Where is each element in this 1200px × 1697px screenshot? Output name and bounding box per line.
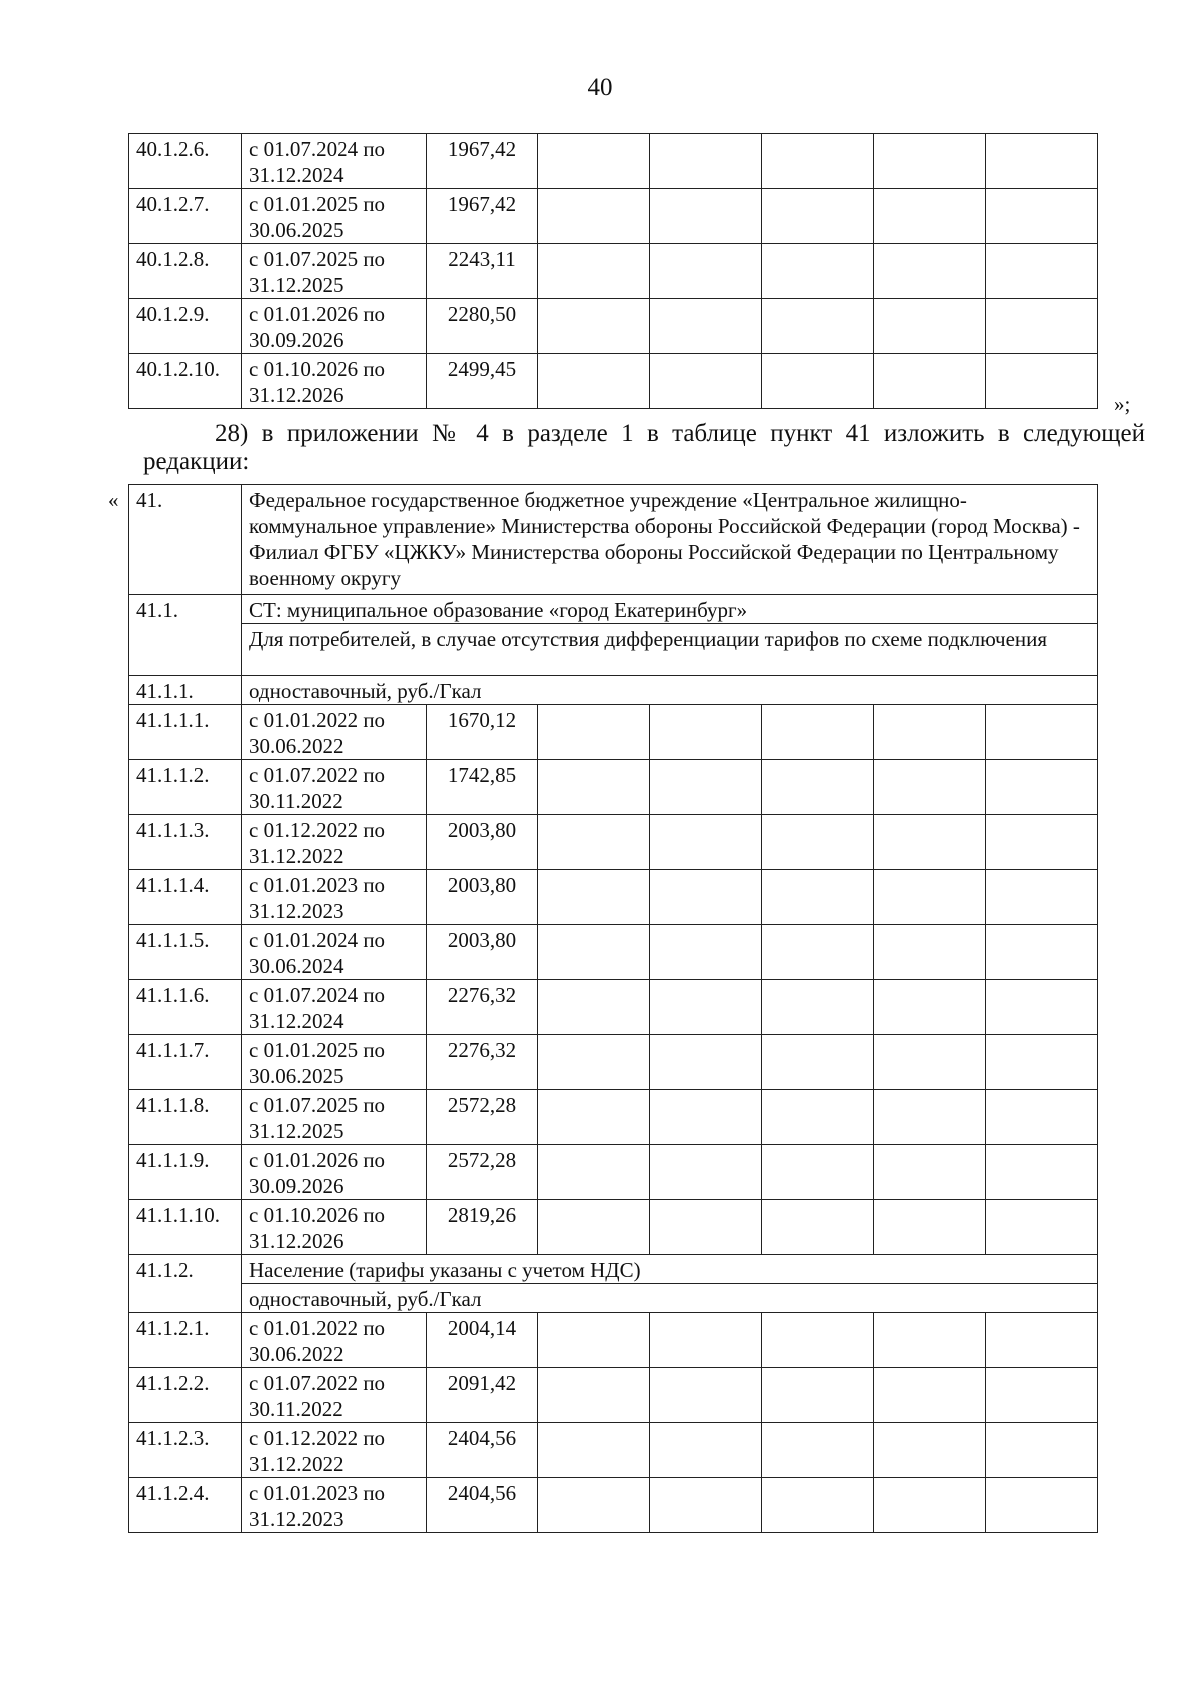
empty-cell xyxy=(762,354,874,409)
empty-cell xyxy=(762,134,874,189)
empty-cell xyxy=(538,134,650,189)
empty-cell xyxy=(986,1200,1098,1255)
row-value: 2280,50 xyxy=(427,299,538,354)
tariff-rows-a xyxy=(129,705,1098,1255)
row-period: с 01.07.2024 по 31.12.2024 xyxy=(242,134,427,189)
empty-cell xyxy=(762,980,874,1035)
table-row xyxy=(129,1368,1098,1423)
table-row xyxy=(129,1035,1098,1090)
amendment-paragraph: 28) в приложении № 4 в разделе 1 в таблице пункт 41 изложить в следующей редакции: xyxy=(143,420,1145,475)
empty-cell xyxy=(762,815,874,870)
row-period: с 01.12.2022 по 31.12.2022 xyxy=(242,1423,427,1478)
empty-cell xyxy=(874,1313,986,1368)
empty-cell xyxy=(538,1368,650,1423)
empty-cell xyxy=(762,1090,874,1145)
table-row-41-1-1 xyxy=(129,676,1098,705)
empty-cell xyxy=(986,815,1098,870)
table-row xyxy=(129,134,1098,189)
table-row xyxy=(129,815,1098,870)
empty-cell xyxy=(986,244,1098,299)
empty-cell xyxy=(762,1313,874,1368)
empty-cell xyxy=(650,244,762,299)
empty-cell xyxy=(986,354,1098,409)
row-period: с 01.10.2026 по 31.12.2026 xyxy=(242,1200,427,1255)
row-value: 2404,56 xyxy=(427,1423,538,1478)
row-value: 1967,42 xyxy=(427,134,538,189)
row-value: 2572,28 xyxy=(427,1090,538,1145)
opening-quote: « xyxy=(108,488,119,512)
empty-cell xyxy=(650,760,762,815)
empty-cell xyxy=(650,1200,762,1255)
empty-cell xyxy=(650,870,762,925)
row-code: 41.1.1.1. xyxy=(129,705,242,760)
organization-name: Федеральное государственное бюджетное учреждение «Центральное жилищно-коммунальное управление» Министерства обороны Российской Федерации (город Москва) - Филиал ФГБУ «ЦЖКУ» Министерства обороны Российской Федерации по Центральному военному округу xyxy=(242,485,1098,595)
empty-cell xyxy=(762,870,874,925)
empty-cell xyxy=(650,1368,762,1423)
row-period: с 01.10.2026 по 31.12.2026 xyxy=(242,354,427,409)
empty-cell xyxy=(762,1200,874,1255)
empty-cell xyxy=(538,299,650,354)
table-row xyxy=(129,299,1098,354)
empty-cell xyxy=(650,1478,762,1533)
row-period: с 01.07.2022 по 30.11.2022 xyxy=(242,1368,427,1423)
empty-cell xyxy=(538,354,650,409)
empty-cell xyxy=(874,1090,986,1145)
table-row xyxy=(129,354,1098,409)
empty-cell xyxy=(986,980,1098,1035)
row-value: 2243,11 xyxy=(427,244,538,299)
empty-cell xyxy=(986,760,1098,815)
empty-cell xyxy=(874,354,986,409)
row-code: 41.1.1.4. xyxy=(129,870,242,925)
row-value: 2572,28 xyxy=(427,1145,538,1200)
empty-cell xyxy=(650,1423,762,1478)
empty-cell xyxy=(538,1035,650,1090)
empty-cell xyxy=(762,925,874,980)
empty-cell xyxy=(874,244,986,299)
empty-cell xyxy=(650,354,762,409)
row-period: с 01.12.2022 по 31.12.2022 xyxy=(242,815,427,870)
settlement-territory: СТ: муниципальное образование «город Екатеринбург» xyxy=(242,595,1098,624)
row-code: 40.1.2.9. xyxy=(129,299,242,354)
row-value: 2091,42 xyxy=(427,1368,538,1423)
empty-cell xyxy=(874,925,986,980)
empty-cell xyxy=(538,1313,650,1368)
tariff-table-continued xyxy=(128,133,1098,409)
empty-cell xyxy=(986,1313,1098,1368)
empty-cell xyxy=(762,705,874,760)
row-value: 1670,12 xyxy=(427,705,538,760)
empty-cell xyxy=(874,299,986,354)
empty-cell xyxy=(538,244,650,299)
table-row xyxy=(129,1090,1098,1145)
empty-cell xyxy=(874,134,986,189)
empty-cell xyxy=(874,1035,986,1090)
row-value: 2004,14 xyxy=(427,1313,538,1368)
table-row xyxy=(129,760,1098,815)
empty-cell xyxy=(650,299,762,354)
table-row xyxy=(129,705,1098,760)
table-row xyxy=(129,244,1098,299)
row-code: 41.1. xyxy=(129,595,242,676)
row-code: 40.1.2.8. xyxy=(129,244,242,299)
empty-cell xyxy=(650,980,762,1035)
row-code: 41.1.1.5. xyxy=(129,925,242,980)
row-code: 41.1.1.6. xyxy=(129,980,242,1035)
table-row xyxy=(129,1200,1098,1255)
row-code: 41.1.2.2. xyxy=(129,1368,242,1423)
row-code: 41.1.1.7. xyxy=(129,1035,242,1090)
empty-cell xyxy=(762,1478,874,1533)
table-row-41-1-2-rate xyxy=(129,1284,1098,1313)
row-code: 41.1.2.3. xyxy=(129,1423,242,1478)
empty-cell xyxy=(874,980,986,1035)
empty-cell xyxy=(538,980,650,1035)
empty-cell xyxy=(762,760,874,815)
empty-cell xyxy=(650,189,762,244)
table-row xyxy=(129,1423,1098,1478)
empty-cell xyxy=(986,925,1098,980)
empty-cell xyxy=(874,870,986,925)
empty-cell xyxy=(538,870,650,925)
row-period: с 01.01.2026 по 30.09.2026 xyxy=(242,299,427,354)
row-period: с 01.01.2023 по 31.12.2023 xyxy=(242,1478,427,1533)
empty-cell xyxy=(762,244,874,299)
empty-cell xyxy=(986,1145,1098,1200)
empty-cell xyxy=(874,705,986,760)
table-row-41-1-consumers xyxy=(129,624,1098,676)
consumers-note: Для потребителей, в случае отсутствия дифференциации тарифов по схеме подключения xyxy=(242,624,1098,676)
row-value: 1967,42 xyxy=(427,189,538,244)
empty-cell xyxy=(986,299,1098,354)
empty-cell xyxy=(986,705,1098,760)
row-value: 2819,26 xyxy=(427,1200,538,1255)
row-code: 41.1.1. xyxy=(129,676,242,705)
empty-cell xyxy=(650,1313,762,1368)
row-value: 2003,80 xyxy=(427,815,538,870)
row-code: 41.1.1.10. xyxy=(129,1200,242,1255)
empty-cell xyxy=(874,1478,986,1533)
row-code: 41.1.2.1. xyxy=(129,1313,242,1368)
empty-cell xyxy=(650,1145,762,1200)
row-period: с 01.01.2025 по 30.06.2025 xyxy=(242,189,427,244)
row-value: 2276,32 xyxy=(427,1035,538,1090)
rate-type: одноставочный, руб./Гкал xyxy=(242,1284,1098,1313)
empty-cell xyxy=(538,189,650,244)
empty-cell xyxy=(650,925,762,980)
empty-cell xyxy=(538,815,650,870)
table-row-41-1-2 xyxy=(129,1255,1098,1284)
table-row xyxy=(129,1313,1098,1368)
row-value: 1742,85 xyxy=(427,760,538,815)
empty-cell xyxy=(762,1035,874,1090)
empty-cell xyxy=(986,1423,1098,1478)
empty-cell xyxy=(762,1145,874,1200)
tariff-rows-b xyxy=(129,1313,1098,1533)
empty-cell xyxy=(874,1145,986,1200)
empty-cell xyxy=(986,1035,1098,1090)
table-row xyxy=(129,925,1098,980)
row-code: 41.1.2.4. xyxy=(129,1478,242,1533)
empty-cell xyxy=(762,299,874,354)
page-number: 40 xyxy=(587,74,613,101)
row-code: 41.1.1.8. xyxy=(129,1090,242,1145)
empty-cell xyxy=(538,1200,650,1255)
empty-cell xyxy=(874,760,986,815)
empty-cell xyxy=(650,1090,762,1145)
empty-cell xyxy=(538,760,650,815)
empty-cell xyxy=(986,1478,1098,1533)
table-row xyxy=(129,1478,1098,1533)
row-code: 40.1.2.6. xyxy=(129,134,242,189)
row-period: с 01.07.2025 по 31.12.2025 xyxy=(242,1090,427,1145)
row-period: с 01.07.2025 по 31.12.2025 xyxy=(242,244,427,299)
empty-cell xyxy=(986,189,1098,244)
table-row xyxy=(129,189,1098,244)
row-code: 41.1.2. xyxy=(129,1255,242,1313)
table-row xyxy=(129,980,1098,1035)
tariff-table-item-41 xyxy=(128,484,1098,1533)
row-period: с 01.01.2026 по 30.09.2026 xyxy=(242,1145,427,1200)
empty-cell xyxy=(538,705,650,760)
row-value: 2499,45 xyxy=(427,354,538,409)
row-period: с 01.07.2024 по 31.12.2024 xyxy=(242,980,427,1035)
empty-cell xyxy=(874,1368,986,1423)
empty-cell xyxy=(650,1035,762,1090)
row-value: 2003,80 xyxy=(427,925,538,980)
row-code: 40.1.2.10. xyxy=(129,354,242,409)
empty-cell xyxy=(874,1200,986,1255)
empty-cell xyxy=(762,1423,874,1478)
table-row-41 xyxy=(129,485,1098,595)
empty-cell xyxy=(986,134,1098,189)
closing-quote: »; xyxy=(1114,392,1131,416)
row-period: с 01.01.2023 по 31.12.2023 xyxy=(242,870,427,925)
table-row xyxy=(129,870,1098,925)
empty-cell xyxy=(650,705,762,760)
empty-cell xyxy=(538,1145,650,1200)
empty-cell xyxy=(762,189,874,244)
row-period: с 01.01.2025 по 30.06.2025 xyxy=(242,1035,427,1090)
row-period: с 01.07.2022 по 30.11.2022 xyxy=(242,760,427,815)
empty-cell xyxy=(986,1090,1098,1145)
row-value: 2276,32 xyxy=(427,980,538,1035)
row-value: 2404,56 xyxy=(427,1478,538,1533)
empty-cell xyxy=(762,1368,874,1423)
row-code: 40.1.2.7. xyxy=(129,189,242,244)
empty-cell xyxy=(986,870,1098,925)
row-code: 41.1.1.9. xyxy=(129,1145,242,1200)
row-code: 41.1.1.3. xyxy=(129,815,242,870)
empty-cell xyxy=(874,1423,986,1478)
row-code: 41. xyxy=(129,485,242,595)
empty-cell xyxy=(874,815,986,870)
empty-cell xyxy=(538,925,650,980)
empty-cell xyxy=(986,1368,1098,1423)
row-code: 41.1.1.2. xyxy=(129,760,242,815)
empty-cell xyxy=(874,189,986,244)
row-value: 2003,80 xyxy=(427,870,538,925)
row-period: с 01.01.2024 по 30.06.2024 xyxy=(242,925,427,980)
empty-cell xyxy=(538,1478,650,1533)
row-period: с 01.01.2022 по 30.06.2022 xyxy=(242,705,427,760)
row-period: с 01.01.2022 по 30.06.2022 xyxy=(242,1313,427,1368)
tariff-rows-top xyxy=(129,134,1098,409)
rate-type: одноставочный, руб./Гкал xyxy=(242,676,1098,705)
population-note: Население (тарифы указаны с учетом НДС) xyxy=(242,1255,1098,1284)
empty-cell xyxy=(650,815,762,870)
table-row xyxy=(129,1145,1098,1200)
empty-cell xyxy=(650,134,762,189)
empty-cell xyxy=(538,1090,650,1145)
empty-cell xyxy=(538,1423,650,1478)
table-row-41-1 xyxy=(129,595,1098,624)
